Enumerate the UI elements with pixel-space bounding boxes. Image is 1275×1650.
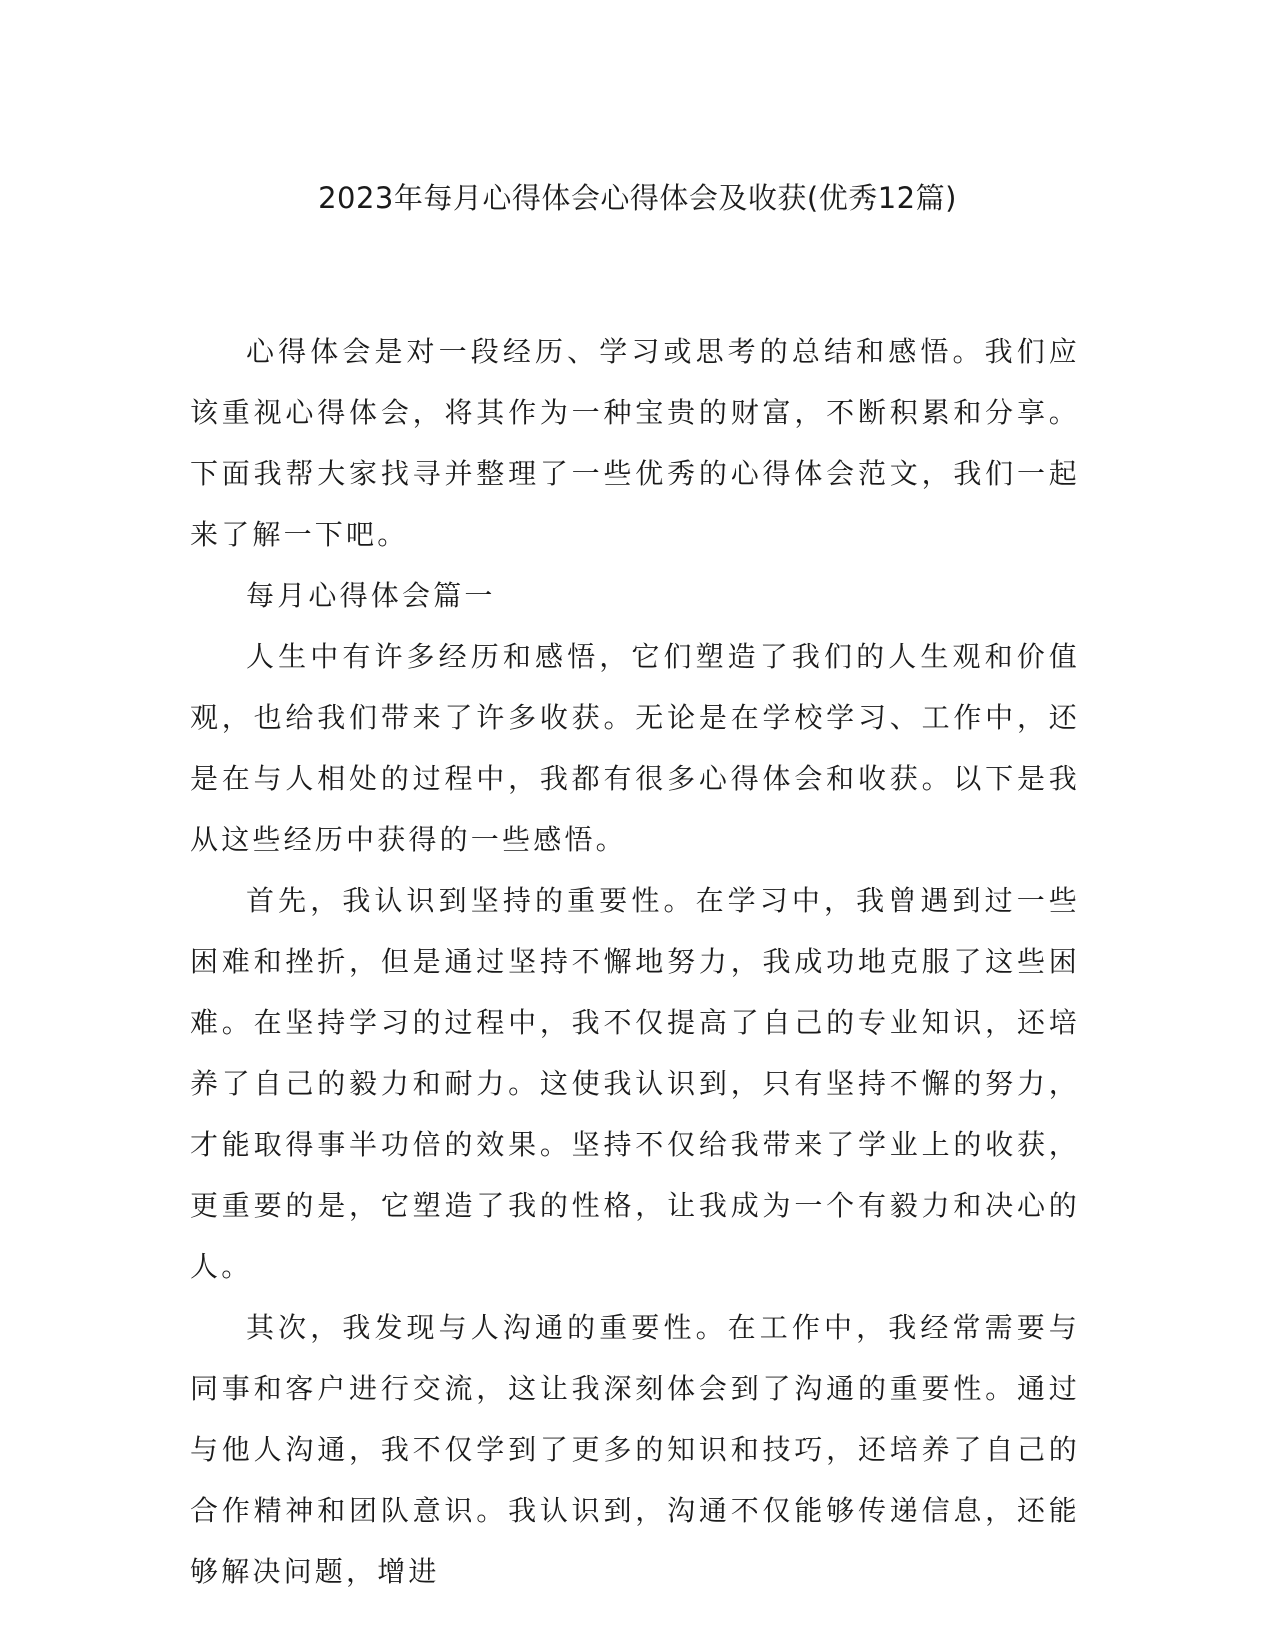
body-paragraph: 其次，我发现与人沟通的重要性。在工作中，我经常需要与同事和客户进行交流，这让我深刻体会到了沟通的重要性。通过与他人沟通，我不仅学到了更多的知识和技巧，还培养了自己的合作精神和团队意识。我认识到，沟通不仅能够传递信息，还能够解决问题，增进 [190, 1311, 1080, 1588]
body-paragraph: 人生中有许多经历和感悟，它们塑造了我们的人生观和价值观，也给我们带来了许多收获。无论是在学校学习、工作中，还是在与人相处的过程中，我都有很多心得体会和收获。以下是我从这些经历中获得的一些感悟。 [190, 640, 1080, 856]
document-body [190, 321, 1080, 1602]
document-title: 2023年每月心得体会心得体会及收获(优秀12篇) [318, 181, 957, 215]
intro-paragraph: 心得体会是对一段经历、学习或思考的总结和感悟。我们应该重视心得体会，将其作为一种宝贵的财富，不断积累和分享。下面我帮大家找寻并整理了一些优秀的心得体会范文，我们一起来了解一下吧。 [190, 335, 1080, 551]
body-paragraph: 首先，我认识到坚持的重要性。在学习中，我曾遇到过一些困难和挫折，但是通过坚持不懈地努力，我成功地克服了这些困难。在坚持学习的过程中，我不仅提高了自己的专业知识，还培养了自己的毅力和耐力。这使我认识到，只有坚持不懈的努力，才能取得事半功倍的效果。坚持不仅给我带来了学业上的收获，更重要的是，它塑造了我的性格，让我成为一个有毅力和决心的人。 [190, 884, 1080, 1283]
section-heading: 每月心得体会篇一 [246, 579, 496, 612]
